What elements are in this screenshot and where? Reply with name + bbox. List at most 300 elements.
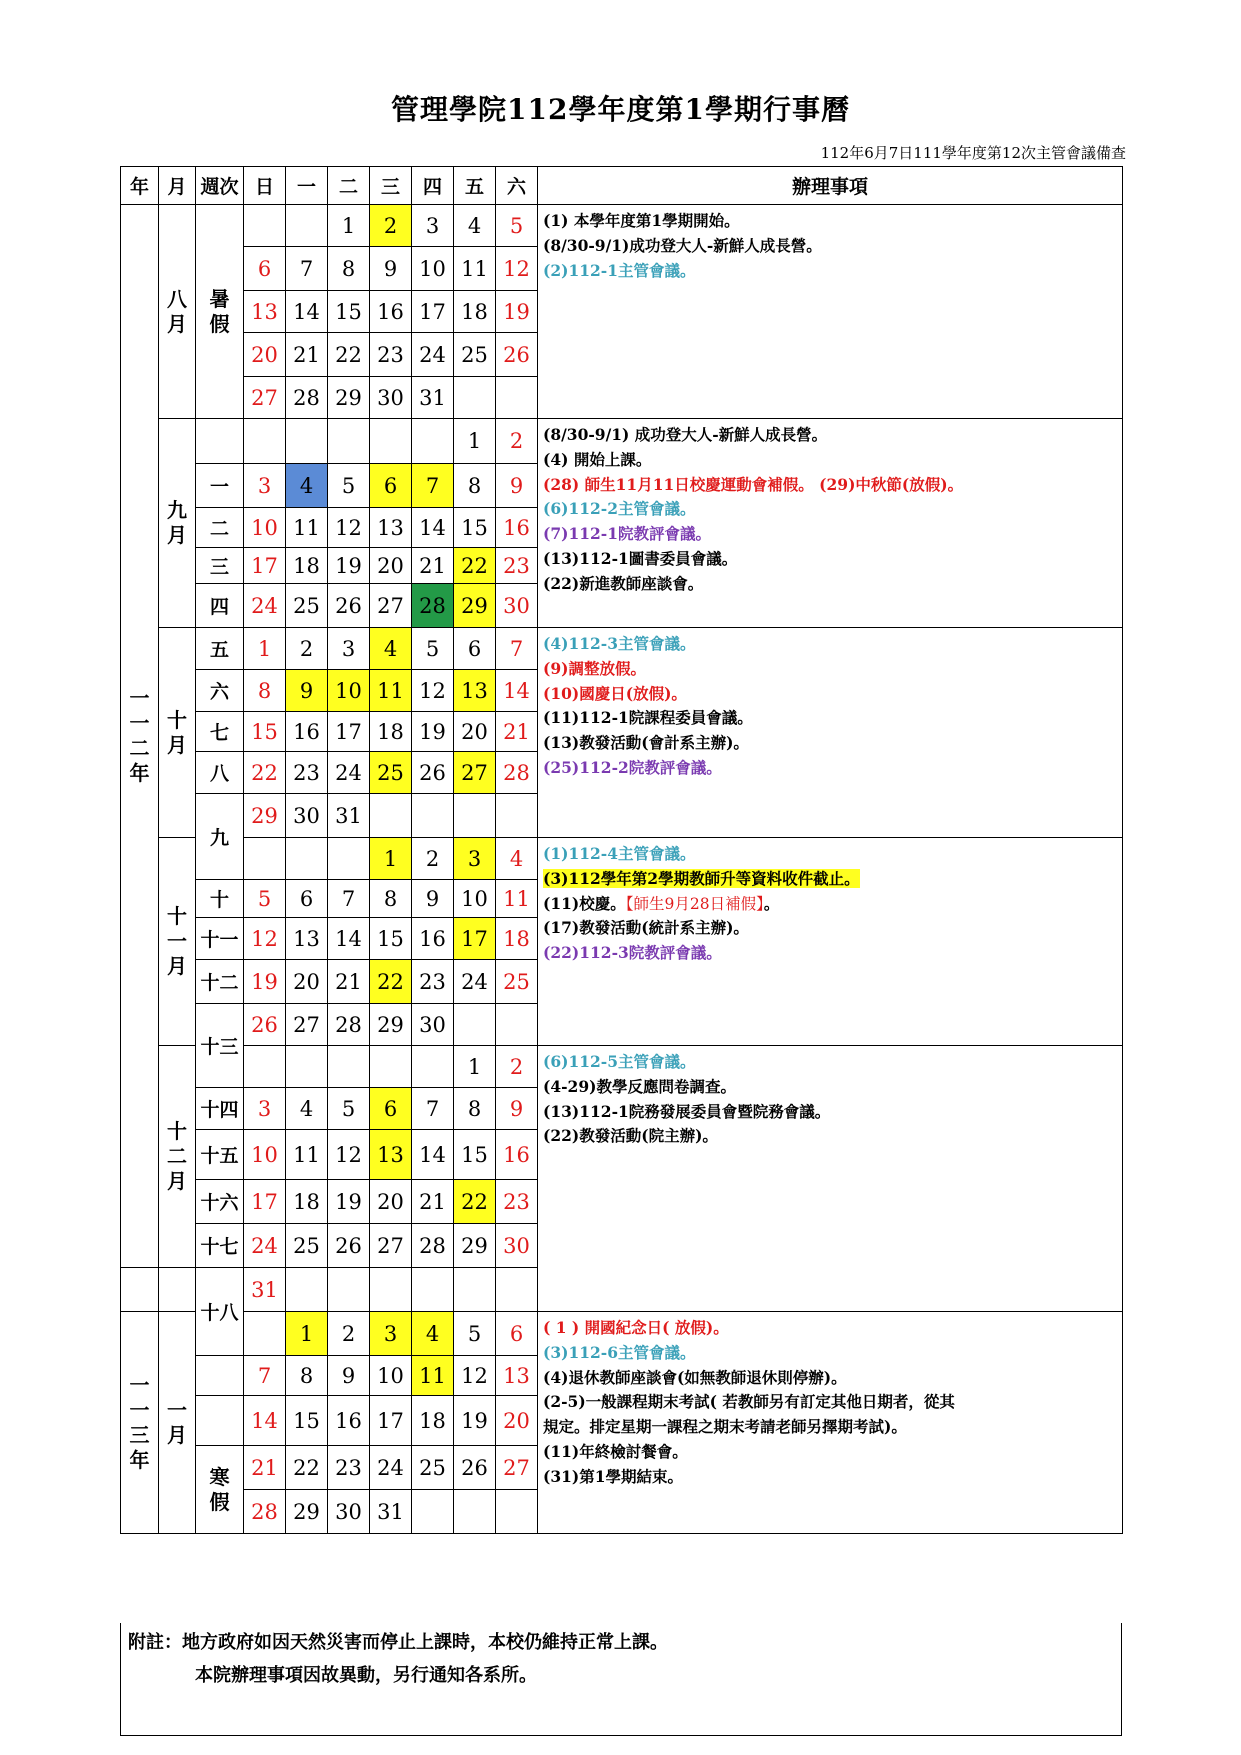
date-cell: 15 (454, 1130, 496, 1180)
date-cell: 15 (244, 712, 286, 752)
event-text: (4) 開始上課。 (543, 449, 652, 469)
date-cell (370, 794, 412, 838)
date-cell: 10 (244, 1130, 286, 1180)
date-cell: 24 (328, 752, 370, 794)
date-cell (454, 794, 496, 838)
event-text: (9)調整放假。 (543, 658, 646, 678)
column-header: 週次 (196, 167, 244, 205)
date-cell: 13 (496, 1356, 538, 1396)
date-cell: 14 (244, 1396, 286, 1446)
date-cell (370, 419, 412, 464)
date-cell: 15 (286, 1396, 328, 1446)
date-cell: 8 (244, 670, 286, 712)
event-item (543, 842, 1118, 867)
date-cell: 22 (370, 960, 412, 1004)
date-cell: 10 (454, 880, 496, 918)
date-cell (244, 419, 286, 464)
date-cell: 3 (244, 464, 286, 508)
date-cell: 9 (286, 670, 328, 712)
date-cell (328, 1046, 370, 1088)
column-header: 六 (496, 167, 538, 205)
date-cell: 22 (244, 752, 286, 794)
date-cell: 4 (496, 838, 538, 880)
event-tail: 。 (763, 893, 780, 913)
date-cell: 12 (244, 918, 286, 960)
date-cell: 1 (370, 838, 412, 880)
events-cell (538, 628, 1123, 838)
event-item (543, 522, 1118, 547)
date-cell: 7 (286, 247, 328, 291)
date-cell (286, 419, 328, 464)
date-cell: 7 (496, 628, 538, 670)
date-cell (244, 1046, 286, 1088)
event-item (543, 259, 1118, 284)
date-cell (496, 377, 538, 419)
event-text: (11)112-1院課程委員會議。 (543, 708, 753, 728)
date-cell: 4 (412, 1312, 454, 1356)
date-cell: 28 (412, 584, 454, 628)
date-cell: 11 (286, 508, 328, 548)
date-cell: 31 (412, 377, 454, 419)
calendar-row (121, 1046, 1123, 1088)
date-cell: 31 (370, 1490, 412, 1534)
date-cell: 3 (328, 628, 370, 670)
date-cell: 20 (496, 1396, 538, 1446)
date-cell (286, 1268, 328, 1312)
event-text: (22)教發活動(院主辦)。 (543, 1126, 718, 1146)
date-cell: 27 (496, 1446, 538, 1490)
date-cell: 14 (412, 508, 454, 548)
column-header: 年 (121, 167, 159, 205)
date-cell (286, 838, 328, 880)
date-cell (454, 1268, 496, 1312)
date-cell: 6 (370, 1088, 412, 1130)
date-cell: 13 (286, 918, 328, 960)
date-cell: 5 (454, 1312, 496, 1356)
week-cell: 十六 (196, 1180, 244, 1224)
event-text: (6)112-2主管會議。 (543, 499, 696, 519)
date-cell: 3 (412, 205, 454, 247)
date-cell: 25 (286, 584, 328, 628)
week-cell: 五 (196, 628, 244, 670)
event-item (543, 473, 1118, 498)
date-cell: 23 (496, 548, 538, 584)
date-cell: 25 (412, 1446, 454, 1490)
events-cell (538, 419, 1123, 628)
date-cell: 13 (454, 670, 496, 712)
date-cell: 18 (286, 548, 328, 584)
date-cell: 2 (328, 1312, 370, 1356)
year-cell: 一 一 三 年 (121, 1312, 159, 1534)
date-cell: 18 (496, 918, 538, 960)
event-text: (13)112-1圖書委員會議。 (543, 548, 738, 568)
date-cell: 23 (496, 1180, 538, 1224)
date-cell: 2 (286, 628, 328, 670)
date-cell: 21 (286, 333, 328, 377)
event-item (543, 1100, 1118, 1125)
event-item (543, 448, 1118, 473)
date-cell: 22 (286, 1446, 328, 1490)
event-item (543, 916, 1118, 941)
month-cell: 十 一 月 (159, 838, 196, 1046)
date-cell: 11 (454, 247, 496, 291)
event-text: (13)教發活動(會計系主辦)。 (543, 733, 749, 753)
event-text: (13)112-1院務發展委員會暨院務會議。 (543, 1101, 831, 1121)
event-text: (8/30-9/1) 成功登大人-新鮮人成長營。 (543, 425, 828, 444)
date-cell: 28 (328, 1004, 370, 1046)
date-cell: 18 (370, 712, 412, 752)
event-text: (4)退休教師座談會(如無教師退休則停辦)。 (543, 1367, 847, 1387)
date-cell: 29 (328, 377, 370, 419)
calendar-table (120, 166, 1123, 1534)
event-item (543, 756, 1118, 781)
date-cell (412, 794, 454, 838)
date-cell (454, 1004, 496, 1046)
date-cell: 29 (244, 794, 286, 838)
event-text: (1) 本學年度第1學期開始。 (543, 211, 740, 230)
date-cell: 9 (496, 1088, 538, 1130)
date-cell: 26 (496, 333, 538, 377)
date-cell: 13 (370, 508, 412, 548)
week-cell: 三 (196, 548, 244, 584)
date-cell: 16 (412, 918, 454, 960)
date-cell: 29 (370, 1004, 412, 1046)
event-text: (22)新進教師座談會。 (543, 573, 704, 593)
event-text: (11)校慶。 (543, 893, 626, 913)
date-cell: 3 (244, 1088, 286, 1130)
date-cell (412, 1490, 454, 1534)
date-cell: 2 (370, 205, 412, 247)
event-item (543, 867, 1118, 892)
event-item (543, 1316, 1118, 1341)
week-cell: 一 (196, 464, 244, 508)
year-cell: 一 一 二 年 (121, 205, 159, 1268)
event-item (543, 682, 1118, 707)
date-cell: 13 (244, 291, 286, 333)
date-cell: 8 (454, 464, 496, 508)
event-text: ( 1 ) 開國紀念日( 放假)。 (543, 1318, 729, 1337)
date-cell: 16 (496, 1130, 538, 1180)
date-cell: 24 (454, 960, 496, 1004)
month-cell (159, 1268, 196, 1312)
date-cell: 25 (286, 1224, 328, 1268)
date-cell: 18 (454, 291, 496, 333)
date-cell (496, 1004, 538, 1046)
event-text: (31)第1學期結束。 (543, 1466, 684, 1486)
date-cell (244, 205, 286, 247)
event-text: (10)國慶日(放假)。 (543, 683, 687, 703)
date-cell: 6 (454, 628, 496, 670)
date-cell: 12 (328, 508, 370, 548)
date-cell: 31 (244, 1268, 286, 1312)
date-cell: 17 (454, 918, 496, 960)
event-item (543, 1124, 1118, 1149)
date-cell: 14 (496, 670, 538, 712)
column-header: 一 (286, 167, 328, 205)
date-cell: 24 (244, 584, 286, 628)
column-header: 四 (412, 167, 454, 205)
date-cell (370, 1268, 412, 1312)
date-cell: 28 (412, 1224, 454, 1268)
date-cell: 5 (496, 205, 538, 247)
date-cell: 23 (370, 333, 412, 377)
event-text: (1)112-4主管會議。 (543, 844, 696, 863)
event-item (543, 1415, 1118, 1440)
events-cell (538, 205, 1123, 419)
date-cell: 24 (412, 333, 454, 377)
event-text: (25)112-2院教評會議。 (543, 757, 722, 777)
date-cell: 8 (370, 880, 412, 918)
date-cell (286, 205, 328, 247)
event-item (543, 497, 1118, 522)
date-cell (328, 419, 370, 464)
week-cell: 暑 假 (196, 205, 244, 419)
month-cell: 八 月 (159, 205, 196, 419)
event-item (543, 1075, 1118, 1100)
date-cell: 7 (328, 880, 370, 918)
date-cell: 27 (286, 1004, 328, 1046)
date-cell: 22 (454, 1180, 496, 1224)
date-cell: 1 (454, 419, 496, 464)
calendar-row (121, 205, 1123, 247)
event-text: (2-5)一般課程期末考試( 若教師另有訂定其他日期者，從其 (543, 1392, 955, 1412)
date-cell: 30 (496, 1224, 538, 1268)
date-cell: 1 (454, 1046, 496, 1088)
date-cell: 11 (496, 880, 538, 918)
date-cell: 4 (286, 1088, 328, 1130)
date-cell: 31 (328, 794, 370, 838)
date-cell: 9 (328, 1356, 370, 1396)
date-cell: 28 (286, 377, 328, 419)
date-cell: 5 (244, 880, 286, 918)
date-cell: 14 (286, 291, 328, 333)
month-cell: 九 月 (159, 419, 196, 628)
event-text: (4-29)教學反應問卷調查。 (543, 1076, 736, 1096)
date-cell: 30 (412, 1004, 454, 1046)
date-cell: 18 (286, 1180, 328, 1224)
date-cell: 4 (370, 628, 412, 670)
week-cell (196, 1356, 244, 1396)
date-cell: 11 (412, 1356, 454, 1396)
date-cell: 20 (244, 333, 286, 377)
date-cell: 19 (328, 548, 370, 584)
date-cell (454, 1490, 496, 1534)
date-cell: 28 (244, 1490, 286, 1534)
week-cell: 八 (196, 752, 244, 794)
date-cell: 25 (370, 752, 412, 794)
event-item (543, 941, 1118, 966)
date-cell: 26 (244, 1004, 286, 1046)
date-cell: 17 (244, 1180, 286, 1224)
date-cell: 15 (454, 508, 496, 548)
event-item (543, 1341, 1118, 1366)
date-cell: 24 (244, 1224, 286, 1268)
date-cell: 20 (454, 712, 496, 752)
event-text: (3)112-6主管會議。 (543, 1342, 696, 1362)
week-cell: 十八 (196, 1268, 244, 1356)
date-cell: 11 (286, 1130, 328, 1180)
date-cell: 16 (496, 508, 538, 548)
date-cell: 30 (496, 584, 538, 628)
note-line-2: 本院辦理事項因故異動，另行通知各系所。 (195, 1665, 537, 1686)
column-header: 三 (370, 167, 412, 205)
date-cell: 17 (370, 1396, 412, 1446)
date-cell: 26 (328, 584, 370, 628)
column-header: 辦理事項 (538, 167, 1123, 205)
event-item (543, 209, 1118, 234)
week-cell: 十二 (196, 960, 244, 1004)
calendar-row (121, 838, 1123, 880)
date-cell: 8 (454, 1088, 496, 1130)
month-cell: 十 二 月 (159, 1046, 196, 1268)
date-cell: 26 (412, 752, 454, 794)
date-cell: 20 (370, 1180, 412, 1224)
date-cell: 23 (412, 960, 454, 1004)
date-cell: 27 (454, 752, 496, 794)
date-cell: 6 (244, 247, 286, 291)
note-line-1: 附註：地方政府如因天然災害而停止上課時，本校仍維持正常上課。 (128, 1632, 668, 1653)
date-cell (496, 1268, 538, 1312)
date-cell: 11 (370, 670, 412, 712)
week-cell: 十 (196, 880, 244, 918)
date-cell: 29 (454, 1224, 496, 1268)
week-cell: 十七 (196, 1224, 244, 1268)
date-cell: 12 (328, 1130, 370, 1180)
calendar-row (121, 419, 1123, 464)
month-cell: 十 月 (159, 628, 196, 838)
date-cell: 21 (412, 548, 454, 584)
date-cell (370, 1046, 412, 1088)
date-cell: 16 (328, 1396, 370, 1446)
date-cell: 6 (370, 464, 412, 508)
date-cell: 17 (328, 712, 370, 752)
date-cell: 1 (244, 628, 286, 670)
date-cell: 22 (328, 333, 370, 377)
event-item (543, 547, 1118, 572)
date-cell: 7 (412, 464, 454, 508)
week-cell (196, 419, 244, 464)
date-cell: 3 (454, 838, 496, 880)
events-cell (538, 838, 1123, 1046)
date-cell (412, 1046, 454, 1088)
date-cell: 27 (370, 584, 412, 628)
event-item (543, 572, 1118, 597)
event-item (543, 1465, 1118, 1490)
date-cell: 2 (496, 419, 538, 464)
date-cell (286, 1046, 328, 1088)
page-title: 管理學院112學年度第1學期行事曆 (391, 93, 850, 126)
date-cell (454, 377, 496, 419)
date-cell: 29 (286, 1490, 328, 1534)
date-cell (496, 794, 538, 838)
event-extra: 【師生9月28日補假】 (625, 894, 764, 913)
date-cell: 3 (370, 1312, 412, 1356)
column-header: 二 (328, 167, 370, 205)
date-cell: 30 (370, 377, 412, 419)
date-cell: 24 (370, 1446, 412, 1490)
date-cell (328, 1268, 370, 1312)
date-cell: 14 (412, 1130, 454, 1180)
date-cell: 17 (412, 291, 454, 333)
calendar (120, 166, 1123, 1534)
column-header: 月 (159, 167, 196, 205)
date-cell (244, 1312, 286, 1356)
event-item (543, 706, 1118, 731)
event-item (543, 1440, 1118, 1465)
date-cell: 12 (496, 247, 538, 291)
date-cell: 7 (244, 1356, 286, 1396)
event-item (543, 892, 1118, 917)
date-cell: 10 (328, 670, 370, 712)
date-cell: 28 (496, 752, 538, 794)
event-text: (7)112-1院教評會議。 (543, 524, 712, 544)
date-cell: 9 (370, 247, 412, 291)
week-cell: 六 (196, 670, 244, 712)
date-cell: 26 (454, 1446, 496, 1490)
date-cell: 21 (244, 1446, 286, 1490)
week-cell: 十三 (196, 1004, 244, 1088)
date-cell: 12 (454, 1356, 496, 1396)
date-cell: 6 (286, 880, 328, 918)
date-cell: 30 (286, 794, 328, 838)
date-cell: 14 (328, 918, 370, 960)
event-text: (22)112-3院教評會議。 (543, 943, 722, 963)
date-cell: 21 (328, 960, 370, 1004)
event-text: (11)年終檢討餐會。 (543, 1441, 688, 1461)
date-cell: 20 (286, 960, 328, 1004)
date-cell (496, 1490, 538, 1534)
date-cell: 22 (454, 548, 496, 584)
column-header: 日 (244, 167, 286, 205)
week-cell: 寒 假 (196, 1446, 244, 1534)
event-item (543, 423, 1118, 448)
date-cell: 25 (454, 333, 496, 377)
date-cell: 4 (286, 464, 328, 508)
date-cell: 21 (496, 712, 538, 752)
week-cell: 二 (196, 508, 244, 548)
event-text: (8/30-9/1)成功登大人-新鮮人成長營。 (543, 235, 822, 255)
event-text: (6)112-5主管會議。 (543, 1052, 696, 1071)
date-cell: 2 (412, 838, 454, 880)
calendar-row (121, 628, 1123, 670)
date-cell: 16 (286, 712, 328, 752)
event-item (543, 234, 1118, 259)
column-header: 五 (454, 167, 496, 205)
date-cell: 10 (244, 508, 286, 548)
date-cell: 15 (328, 291, 370, 333)
date-cell: 9 (412, 880, 454, 918)
approval-note: 112年6月7日111學年度第12次主管會議備查 (820, 144, 1126, 162)
date-cell: 27 (370, 1224, 412, 1268)
calendar-row (121, 1312, 1123, 1356)
event-item (543, 632, 1118, 657)
date-cell: 15 (370, 918, 412, 960)
date-cell: 10 (370, 1356, 412, 1396)
week-cell: 十四 (196, 1088, 244, 1130)
date-cell: 19 (244, 960, 286, 1004)
event-text: (17)教發活動(統計系主辦)。 (543, 918, 749, 938)
event-text: 規定。排定星期一課程之期末考請老師另擇期考試)。 (543, 1417, 907, 1437)
week-cell: 七 (196, 712, 244, 752)
week-cell: 十五 (196, 1130, 244, 1180)
date-cell: 8 (286, 1356, 328, 1396)
event-text: (3)112學年第2學期教師升等資料收件截止。 (543, 868, 860, 888)
date-cell: 21 (412, 1180, 454, 1224)
date-cell (412, 419, 454, 464)
date-cell: 4 (454, 205, 496, 247)
event-item (543, 1366, 1118, 1391)
date-cell: 1 (328, 205, 370, 247)
